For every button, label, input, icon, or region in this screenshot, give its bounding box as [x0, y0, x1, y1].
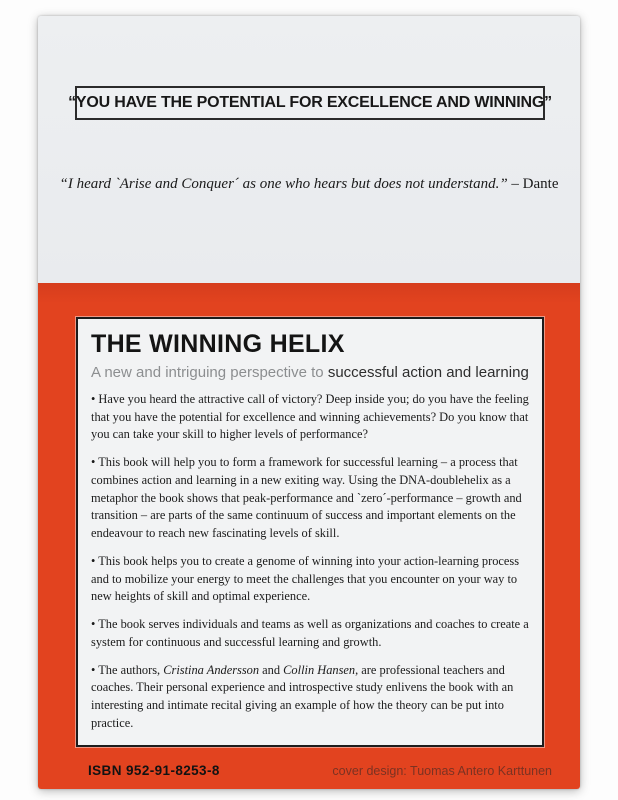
authors-text-part3: , are professional teachers and coaches. Their personal experience and introspective study enlivens the book with an interesting and intimate recital giving an example of how the theory can be put into practice. [91, 662, 514, 730]
dante-quote-text: “I heard `Arise and Conquer´ as one who hears but does not understand.” [59, 176, 508, 192]
cover-footer [38, 763, 580, 778]
book-title: THE WINNING HELIX [91, 330, 345, 358]
authors-text-part1: • The authors, [91, 662, 164, 677]
cover-design-credit: cover design: Tuomas Antero Karttunen [332, 764, 552, 778]
cover-top-section [38, 16, 580, 283]
dante-quote [38, 176, 580, 193]
cover-orange-section [38, 283, 580, 789]
paragraph-genome: • This book helps you to create a genome of winning into your action-learning process and to mobilize your energy to meet the challenges that you encounter on your way to new heights of skill and optimal experience. [91, 553, 520, 604]
subtitle-gray-part: A new and intriguing perspective to [91, 364, 328, 381]
paragraph-authors [91, 662, 529, 733]
content-panel [76, 317, 544, 747]
author-name-collin-hansen: Collin Hansen [283, 662, 356, 677]
banner-quote-text: “YOU HAVE THE POTENTIAL FOR EXCELLENCE AND WINNING” [68, 94, 552, 111]
subtitle-dark-part: successful action and learning [327, 364, 529, 381]
paragraph-framework: • This book will help you to form a framework for successful learning – a process that combines action and learning in a new exiting way. Using the DNA-doublehelix as a metaphor the book shows that peak-performance and `zero´-performance – growth and transition – are parts of the same continuum of success and important elements on the endeavour to reach new fascinating levels of skill. [91, 455, 522, 541]
banner-quote-box [68, 86, 552, 120]
authors-text-part2: and [259, 662, 284, 677]
author-name-cristina-andersson: Cristina Andersson [163, 662, 260, 677]
book-back-cover [38, 16, 580, 789]
paragraph-victory-call: • Have you heard the attractive call of victory? Deep inside you; do you have the feeling that you have the potential for excellence and winning achievements? Do you know that you can take your skill to higher levels of performance? [91, 392, 529, 442]
dante-quote-attribution: – Dante [507, 176, 559, 192]
isbn-label: ISBN 952-91-8253-8 [88, 763, 220, 778]
book-subtitle [91, 364, 529, 381]
paragraph-audience: • The book serves individuals and teams as well as organizations and coaches to create a system for continuous and successful learning and growth. [91, 617, 529, 649]
